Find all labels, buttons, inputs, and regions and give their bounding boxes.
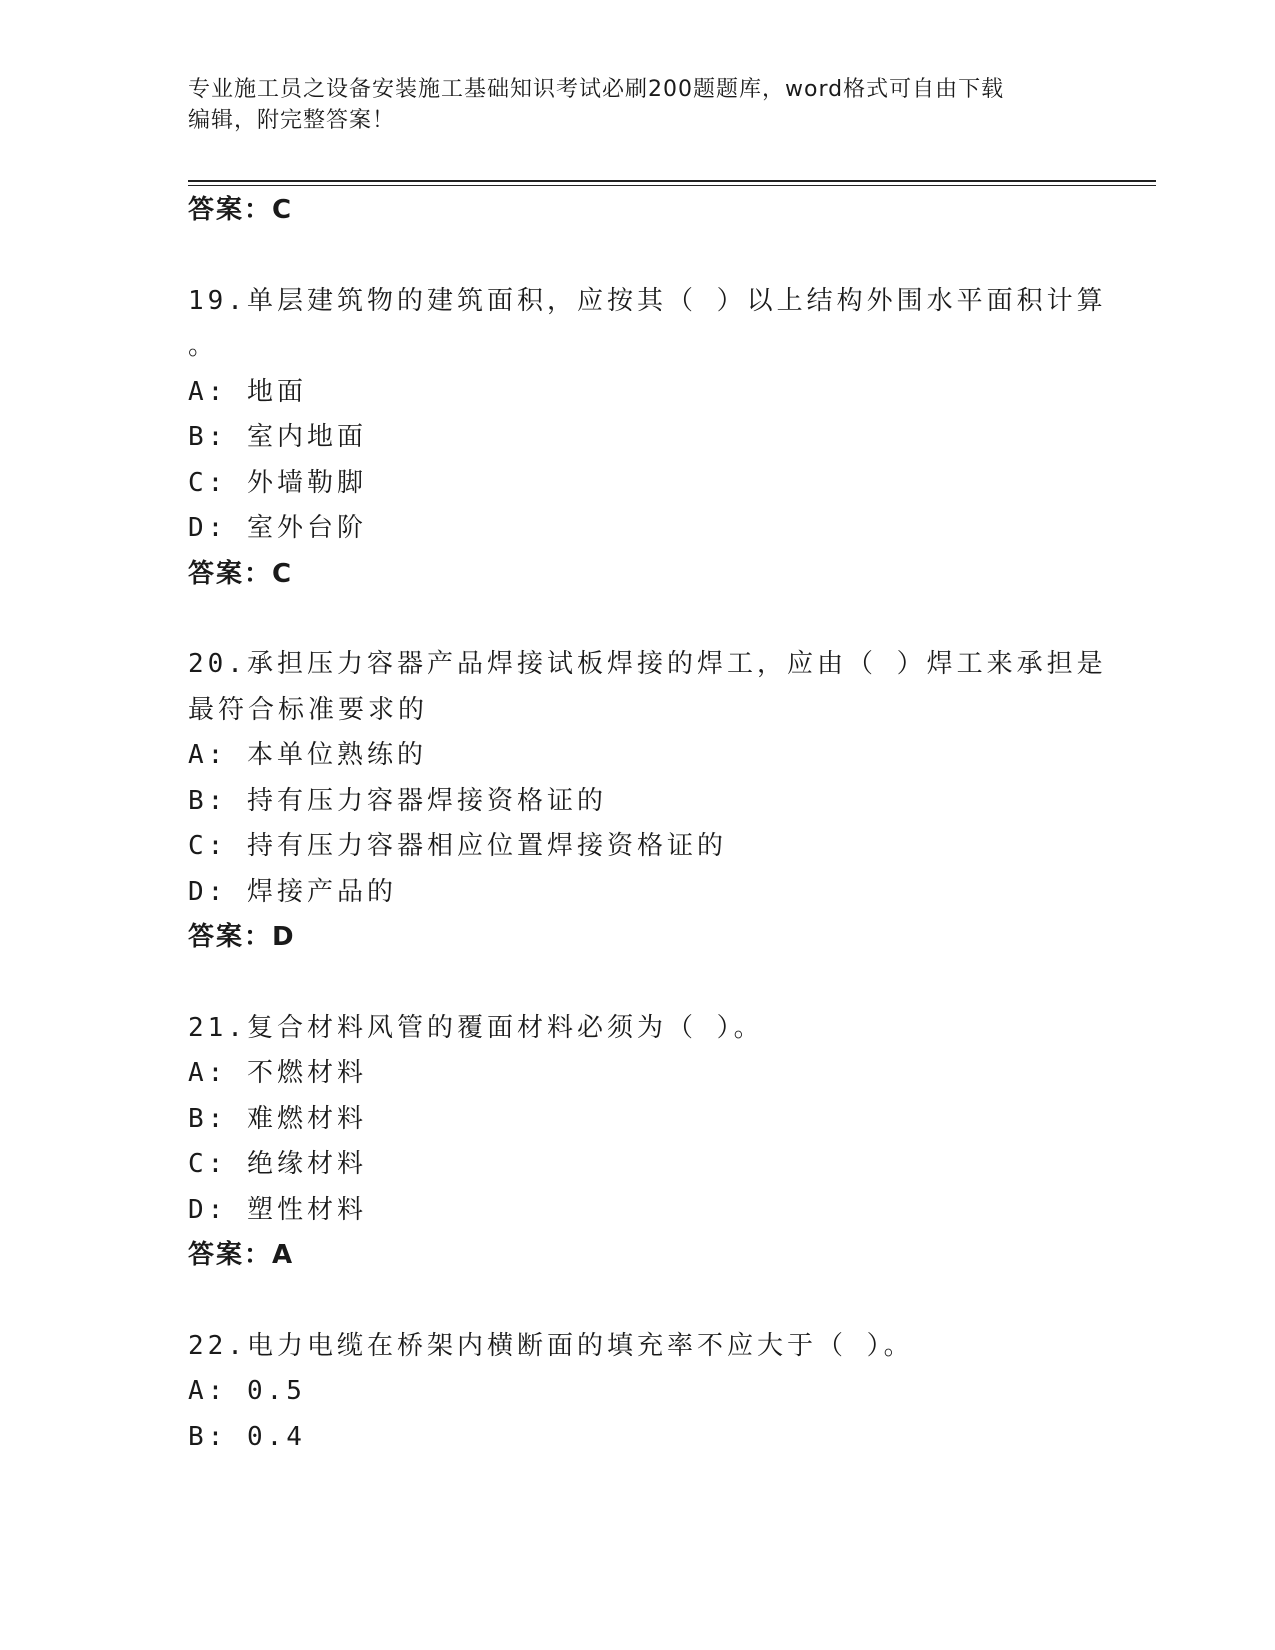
answer-line: 答案：A (188, 1240, 295, 1270)
question-21 (188, 1006, 1118, 1279)
question-list (188, 188, 1118, 1460)
option-d: D: 室外台阶 (188, 513, 367, 543)
spacer (188, 961, 1118, 1006)
spacer (188, 234, 1118, 279)
option-b: B: 难燃材料 (188, 1103, 367, 1134)
question-text: 21.复合材料风管的覆面材料必须为（ ）。 (188, 1012, 764, 1043)
option-a: A: 地面 (188, 376, 307, 407)
document-header (188, 74, 1088, 136)
option-b: B: 持有压力容器焊接资格证的 (188, 785, 607, 816)
option-a: A: 0.5 (188, 1376, 306, 1406)
option-c: C: 持有压力容器相应位置焊接资格证的 (188, 831, 727, 861)
header-rule-thick (188, 180, 1156, 182)
answer-line: 答案：C (188, 558, 294, 589)
option-d: D: 焊接产品的 (188, 876, 397, 907)
option-b: B: 室内地面 (188, 422, 367, 452)
answer-line: 答案：D (188, 922, 296, 952)
question-20 (188, 642, 1118, 961)
question-text: 最符合标准要求的 (188, 694, 429, 725)
option-c: C: 外墙勒脚 (188, 467, 367, 498)
option-b: B: 0.4 (188, 1421, 306, 1452)
question-19 (188, 279, 1118, 598)
question-text: 22.电力电缆在桥架内横断面的填充率不应大于（ ）。 (188, 1330, 914, 1361)
header-rule-thin (188, 185, 1156, 186)
option-c: C: 绝缘材料 (188, 1149, 367, 1179)
spacer (188, 597, 1118, 642)
question-text: 20.承担压力容器产品焊接试板焊接的焊工，应由（ ）焊工来承担是 (188, 649, 1107, 679)
spacer (188, 1279, 1118, 1324)
option-d: D: 塑性材料 (188, 1194, 367, 1225)
header-line-2: 编辑，附完整答案！ (188, 108, 396, 133)
question-text: 19.单层建筑物的建筑面积，应按其（ ）以上结构外围水平面积计算 (188, 285, 1107, 316)
header-line-1: 专业施工员之设备安装施工基础知识考试必刷200题题库，word格式可自由下载 (188, 77, 1005, 102)
option-a: A: 本单位熟练的 (188, 740, 427, 770)
option-a: A: 不燃材料 (188, 1058, 367, 1088)
question-text: 。 (188, 331, 219, 361)
answer-line: 答案：C (188, 195, 294, 225)
question-22 (188, 1324, 1118, 1461)
